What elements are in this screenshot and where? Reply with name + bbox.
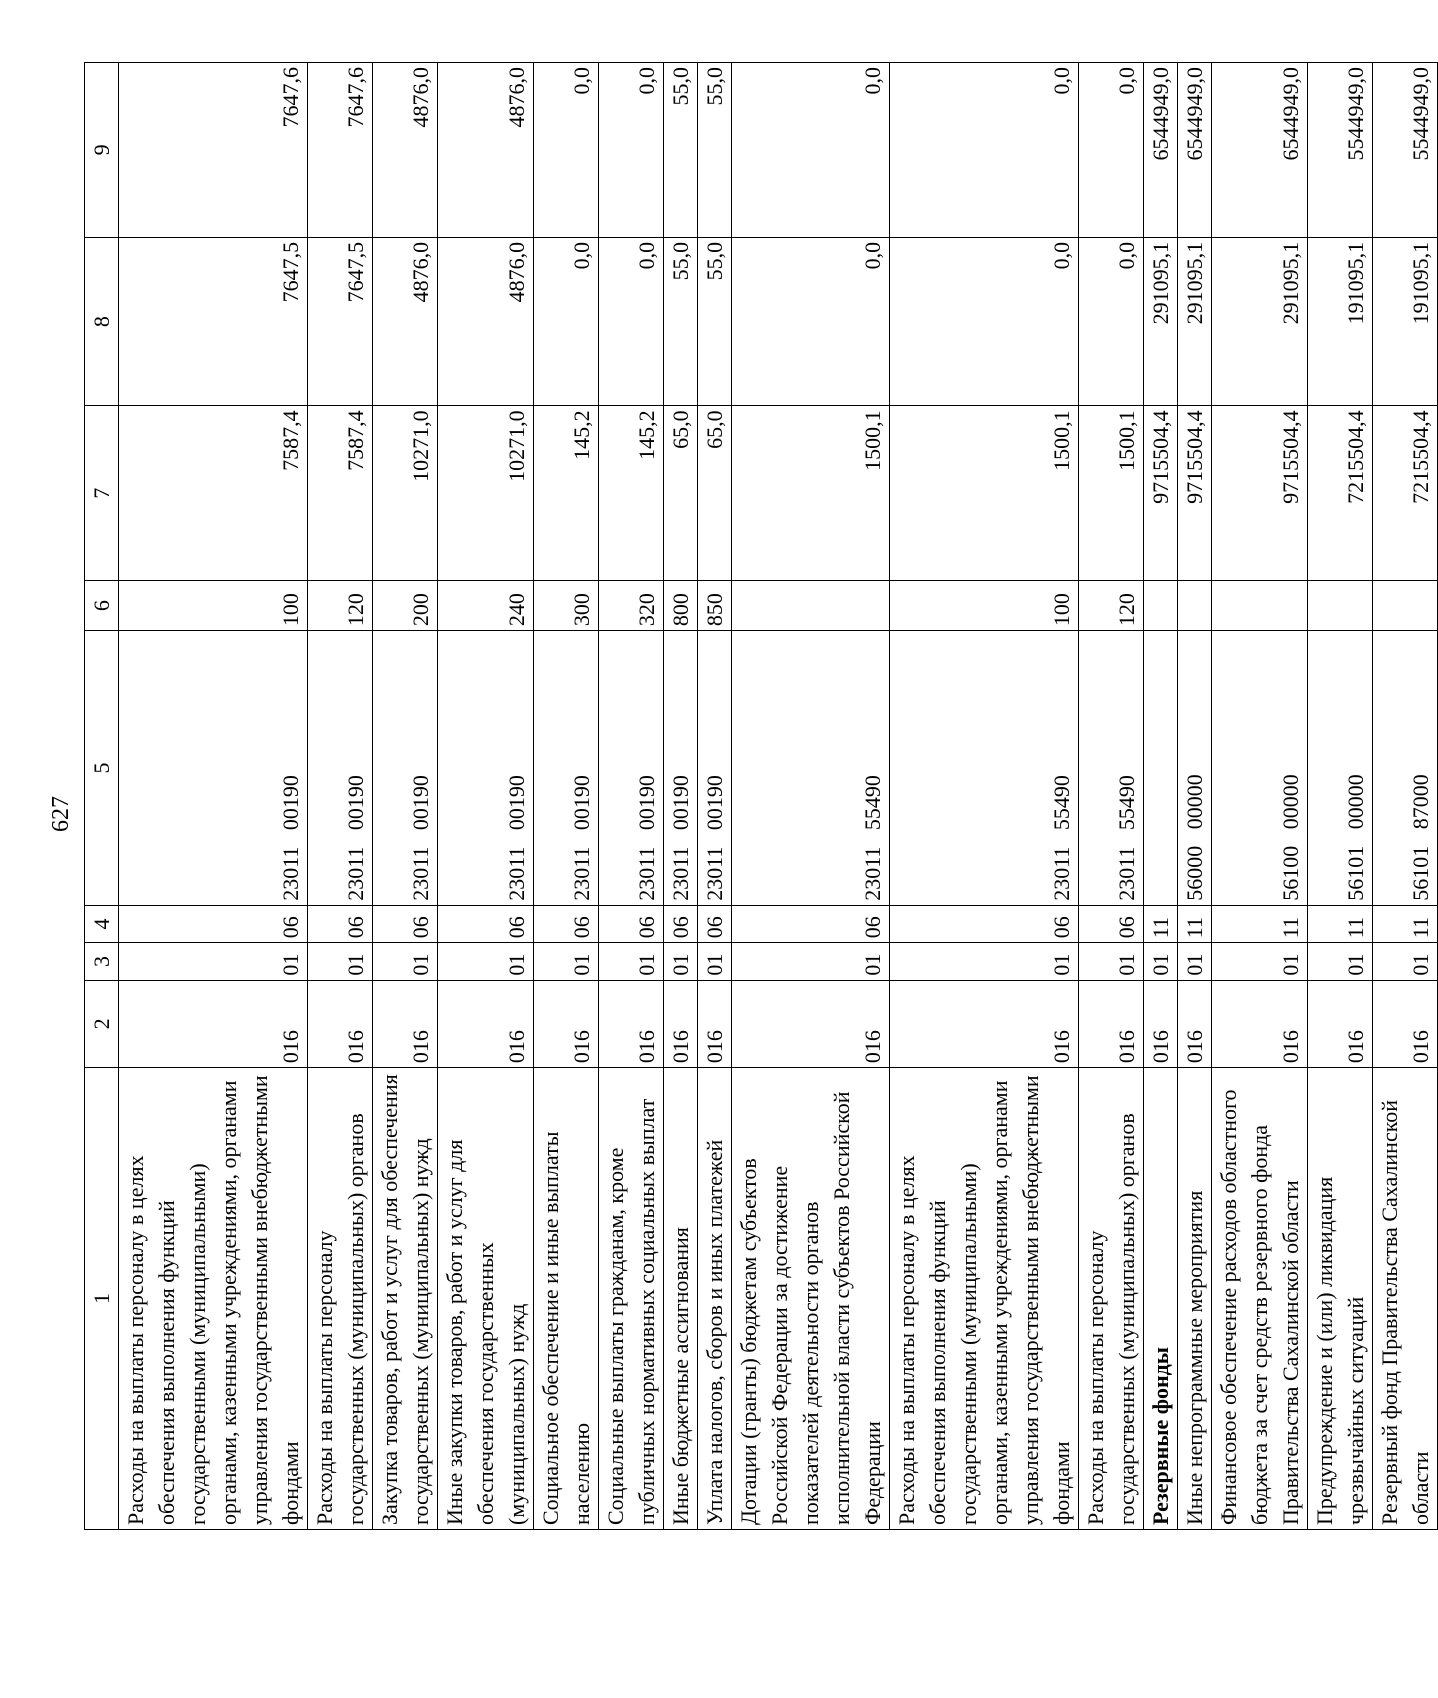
subsection-code: 06 [732,905,890,942]
amount-col8: 191095,1 [1373,237,1438,406]
ministry-code: 016 [732,980,890,1067]
amount-col7: 10271,0 [373,406,438,581]
amount-col9: 6544949,0 [1212,63,1308,238]
row-name: Социальное обеспечение и иные выплаты населению [534,1068,599,1530]
section-code: 01 [308,943,373,980]
section-code: 01 [534,943,599,980]
table-row [698,63,732,1530]
section-code: 01 [1144,943,1178,980]
amount-col9: 5544949,0 [1373,63,1438,238]
amount-col9: 5544949,0 [1308,63,1373,238]
row-name: Уплата налогов, сборов и иных платежей [698,1068,732,1530]
amount-col8: 0,0 [599,237,664,406]
section-code: 01 [438,943,534,980]
amount-col9: 0,0 [1079,63,1144,238]
section-code: 01 [373,943,438,980]
amount-col8: 291095,1 [1178,237,1212,406]
table-row [599,63,664,1530]
ministry-code: 016 [599,980,664,1067]
section-code: 01 [1212,943,1308,980]
table-row [1079,63,1144,1530]
section-code: 01 [599,943,664,980]
table-row [732,63,890,1530]
expense-type-code: 100 [890,581,1079,631]
amount-col8: 7647,5 [119,237,308,406]
amount-col8: 4876,0 [373,237,438,406]
amount-col8: 7647,5 [308,237,373,406]
row-name: Расходы на выплаты персоналу в целях обеспечения выполнения функций государственными (муниципальными) органами, казенными учреждениями, органами управления государственными внебюджетными фондами [119,1068,308,1530]
amount-col7: 9715504,4 [1212,406,1308,581]
target-article-code: 23011 00190 [373,631,438,906]
table-row [664,63,698,1530]
table-row [119,63,308,1530]
amount-col8: 55,0 [664,237,698,406]
target-article-code: 23011 00190 [438,631,534,906]
subsection-code: 06 [1079,905,1144,942]
ministry-code: 016 [1144,980,1178,1067]
subsection-code: 06 [438,905,534,942]
column-header: 3 [85,943,119,980]
amount-col9: 0,0 [732,63,890,238]
column-header: 6 [85,581,119,631]
budget-table [84,62,1438,1530]
subsection-code: 06 [308,905,373,942]
amount-col8: 0,0 [1079,237,1144,406]
table-row [308,63,373,1530]
ministry-code: 016 [119,980,308,1067]
target-article-code: 23011 55490 [1079,631,1144,906]
amount-col9: 55,0 [698,63,732,238]
row-name: Расходы на выплаты персоналу в целях обеспечения выполнения функций государственными (муниципальными) органами, казенными учреждениями, органами управления государственными внебюджетными фондами [890,1068,1079,1530]
expense-type-code: 850 [698,581,732,631]
amount-col9: 55,0 [664,63,698,238]
target-article-code: 56101 87000 [1373,631,1438,906]
target-article-code: 23011 00190 [664,631,698,906]
amount-col7: 9715504,4 [1144,406,1178,581]
table-row [373,63,438,1530]
amount-col7: 65,0 [664,406,698,581]
ministry-code: 016 [373,980,438,1067]
amount-col7: 10271,0 [438,406,534,581]
row-name: Иные бюджетные ассигнования [664,1068,698,1530]
row-name: Резервный фонд Правительства Сахалинской области [1373,1068,1438,1530]
section-code: 01 [1079,943,1144,980]
amount-col9: 6544949,0 [1144,63,1178,238]
column-header: 5 [85,631,119,906]
target-article-code: 23011 00190 [119,631,308,906]
header-row [85,63,119,1530]
expense-type-code: 120 [1079,581,1144,631]
column-header: 7 [85,406,119,581]
subsection-code: 11 [1212,905,1308,942]
ministry-code: 016 [1212,980,1308,1067]
amount-col8: 0,0 [732,237,890,406]
ministry-code: 016 [308,980,373,1067]
amount-col7: 9715504,4 [1178,406,1212,581]
section-code: 01 [119,943,308,980]
section-code: 01 [698,943,732,980]
amount-col9: 0,0 [599,63,664,238]
row-name: Иные непрограммные мероприятия [1178,1068,1212,1530]
amount-col8: 4876,0 [438,237,534,406]
ministry-code: 016 [438,980,534,1067]
ministry-code: 016 [534,980,599,1067]
row-name: Дотации (гранты) бюджетам субъектов Российской Федерации за достижение показателей деятельности органов исполнительной власти субъектов Российской Федерации [732,1068,890,1530]
table-row [534,63,599,1530]
amount-col7: 145,2 [534,406,599,581]
amount-col9: 4876,0 [373,63,438,238]
subsection-code: 11 [1144,905,1178,942]
section-code: 01 [732,943,890,980]
target-article-code [1144,631,1178,906]
amount-col7: 7215504,4 [1373,406,1438,581]
row-name: Предупреждение и (или) ликвидация чрезвычайных ситуаций [1308,1068,1373,1530]
expense-type-code: 100 [119,581,308,631]
subsection-code: 06 [890,905,1079,942]
column-header: 1 [85,1068,119,1530]
ministry-code: 016 [1178,980,1212,1067]
expense-type-code: 120 [308,581,373,631]
expense-type-code [1373,581,1438,631]
target-article-code: 56101 00000 [1308,631,1373,906]
subsection-code: 06 [119,905,308,942]
target-article-code: 23011 00190 [698,631,732,906]
row-name: Расходы на выплаты персоналу государственных (муниципальных) органов [308,1068,373,1530]
amount-col7: 1500,1 [1079,406,1144,581]
row-name: Иные закупки товаров, работ и услуг для обеспечения государственных (муниципальных) нужд [438,1068,534,1530]
target-article-code: 23011 00190 [599,631,664,906]
expense-type-code [1212,581,1308,631]
table-body [119,63,1438,1530]
target-article-code: 23011 55490 [890,631,1079,906]
row-name: Социальные выплаты гражданам, кроме публичных нормативных социальных выплат [599,1068,664,1530]
ministry-code: 016 [1308,980,1373,1067]
section-code: 01 [1373,943,1438,980]
amount-col8: 191095,1 [1308,237,1373,406]
section-code: 01 [664,943,698,980]
expense-type-code [1178,581,1212,631]
column-header: 8 [85,237,119,406]
target-article-code: 56000 00000 [1178,631,1212,906]
table-row [1144,63,1178,1530]
row-name: Резервные фонды [1144,1068,1178,1530]
ministry-code: 016 [890,980,1079,1067]
amount-col9: 0,0 [534,63,599,238]
amount-col9: 7647,6 [308,63,373,238]
subsection-code: 11 [1308,905,1373,942]
amount-col7: 1500,1 [732,406,890,581]
amount-col8: 0,0 [890,237,1079,406]
row-name: Расходы на выплаты персоналу государственных (муниципальных) органов [1079,1068,1144,1530]
subsection-code: 06 [373,905,438,942]
column-header: 9 [85,63,119,238]
page-number: 627 [48,796,74,832]
subsection-code: 06 [664,905,698,942]
amount-col7: 7587,4 [119,406,308,581]
rotated-page [84,62,1438,1530]
expense-type-code: 800 [664,581,698,631]
table-row [890,63,1079,1530]
amount-col8: 55,0 [698,237,732,406]
amount-col8: 291095,1 [1144,237,1178,406]
section-code: 01 [890,943,1079,980]
row-name: Финансовое обеспечение расходов областного бюджета за счет средств резервного фонда Правительства Сахалинской области [1212,1068,1308,1530]
subsection-code: 11 [1373,905,1438,942]
expense-type-code: 240 [438,581,534,631]
amount-col7: 65,0 [698,406,732,581]
expense-type-code [1308,581,1373,631]
amount-col8: 0,0 [534,237,599,406]
table-row [1308,63,1373,1530]
expense-type-code: 320 [599,581,664,631]
ministry-code: 016 [1079,980,1144,1067]
table-row [1178,63,1212,1530]
ministry-code: 016 [664,980,698,1067]
section-code: 01 [1308,943,1373,980]
target-article-code: 23011 00190 [534,631,599,906]
amount-col9: 7647,6 [119,63,308,238]
amount-col9: 6544949,0 [1178,63,1212,238]
table-row [1212,63,1308,1530]
column-header: 4 [85,905,119,942]
amount-col9: 0,0 [890,63,1079,238]
ministry-code: 016 [1373,980,1438,1067]
ministry-code: 016 [698,980,732,1067]
table-row [438,63,534,1530]
subsection-code: 06 [698,905,732,942]
subsection-code: 06 [599,905,664,942]
section-code: 01 [1178,943,1212,980]
table-row [1373,63,1438,1530]
target-article-code: 56100 00000 [1212,631,1308,906]
target-article-code: 23011 55490 [732,631,890,906]
expense-type-code: 200 [373,581,438,631]
amount-col7: 145,2 [599,406,664,581]
amount-col9: 4876,0 [438,63,534,238]
expense-type-code [732,581,890,631]
expense-type-code [1144,581,1178,631]
subsection-code: 06 [534,905,599,942]
amount-col8: 291095,1 [1212,237,1308,406]
target-article-code: 23011 00190 [308,631,373,906]
row-name: Закупка товаров, работ и услуг для обеспечения государственных (муниципальных) нужд [373,1068,438,1530]
amount-col7: 7215504,4 [1308,406,1373,581]
column-header: 2 [85,980,119,1067]
amount-col7: 7587,4 [308,406,373,581]
amount-col7: 1500,1 [890,406,1079,581]
expense-type-code: 300 [534,581,599,631]
subsection-code: 11 [1178,905,1212,942]
